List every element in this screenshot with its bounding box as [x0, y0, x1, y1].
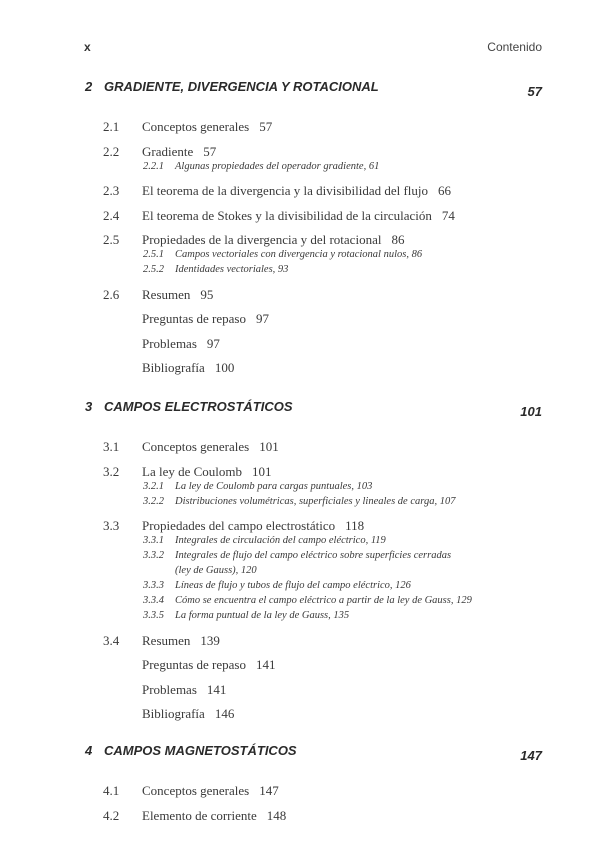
entry-page: 141 [255, 657, 276, 672]
entry-text [142, 119, 272, 134]
subsection-entry[interactable] [0, 262, 600, 277]
entry-list [0, 439, 600, 721]
subsection-text: Integrales de flujo del campo eléctrico sobre superficies cerradas [175, 550, 452, 561]
entry-text [142, 518, 364, 533]
subsection-number: 3.3.2 [143, 550, 164, 561]
subsection-text: Integrales de circulación del campo eléctrico, 119 [175, 535, 386, 546]
toc-entry[interactable] [0, 808, 600, 823]
toc-entry[interactable] [0, 311, 600, 326]
subsection-text: Distribuciones volumétricas, superficiales y lineales de carga, 107 [175, 495, 456, 507]
entry-text [142, 439, 279, 454]
subsection-entry[interactable] [0, 533, 600, 548]
chapter-section [0, 743, 600, 823]
entry-row [0, 706, 600, 721]
entry-row [0, 287, 600, 302]
toc-entry[interactable] [0, 360, 600, 375]
entry-row [0, 183, 600, 198]
entry-text [142, 464, 272, 479]
chapter-title: CAMPOS MAGNETOSTÁTICOS [104, 743, 297, 758]
entry-page: 118 [345, 518, 365, 533]
entry-text [142, 208, 455, 223]
entry-row [0, 657, 600, 672]
chapter-page: 57 [527, 84, 542, 99]
toc-entry[interactable] [0, 183, 600, 198]
entry-page: 146 [214, 706, 235, 721]
chapter-section [0, 399, 600, 721]
entry-title: El teorema de Stokes y la divisibilidad de la circulación [142, 207, 432, 223]
entry-row [0, 144, 600, 159]
subsection-text: Cómo se encuentra el campo eléctrico a partir de la ley de Gauss, 129 [175, 595, 472, 606]
subsection-text: La forma puntual de la ley de Gauss, 135 [175, 610, 350, 621]
entry-page: 57 [259, 119, 273, 134]
toc-entry[interactable] [0, 144, 600, 174]
entry-row [0, 336, 600, 351]
entry-row [0, 439, 600, 454]
entry-row [0, 464, 600, 479]
chapter-number: 2 [85, 79, 93, 94]
entry-title: Conceptos generales [142, 119, 250, 134]
entry-number: 3.3 [103, 518, 120, 533]
entry-title: Elemento de corriente [142, 807, 257, 823]
subsection-number: 2.2.1 [143, 160, 164, 172]
entry-number: 4.1 [103, 783, 120, 798]
entry-number: 2.6 [103, 286, 120, 302]
entry-title: Propiedades de la divergencia y del rotacional [142, 232, 382, 247]
toc-entry[interactable] [0, 208, 600, 223]
entry-title: El teorema de la divergencia y la divisibilidad del flujo [142, 183, 429, 198]
entry-row [0, 808, 600, 823]
toc-entry[interactable] [0, 287, 600, 302]
entry-title: Gradiente [142, 143, 194, 159]
entry-number: 2.5 [103, 232, 120, 247]
entry-title: Resumen [142, 632, 191, 648]
entry-page: 97 [255, 311, 269, 326]
entry-number: 4.2 [103, 807, 120, 823]
entry-row [0, 311, 600, 326]
entry-text [142, 144, 216, 159]
subsection-text: Identidades vectoriales, 93 [175, 264, 289, 275]
subsection-entry[interactable] [0, 593, 600, 608]
entry-title: Problemas [142, 681, 197, 697]
entry-list [0, 119, 600, 375]
entry-number: 3.2 [103, 463, 120, 479]
entry-text [142, 706, 234, 721]
entry-page: 66 [438, 183, 452, 198]
entry-number: 2.1 [103, 119, 120, 134]
entry-text [142, 633, 220, 648]
chapter-page: 147 [520, 748, 542, 763]
toc-entry[interactable] [0, 657, 600, 672]
entry-page: 100 [214, 360, 235, 375]
entry-list [0, 783, 600, 823]
entry-row [0, 360, 600, 375]
entry-text [142, 657, 275, 672]
entry-title: Problemas [142, 335, 197, 351]
entry-page: 74 [441, 207, 455, 223]
entry-row [0, 232, 600, 247]
entry-title: Conceptos generales [142, 783, 250, 798]
toc-entry[interactable] [0, 682, 600, 697]
entry-text [142, 783, 279, 798]
entry-page: 101 [252, 463, 272, 479]
toc-entry[interactable] [0, 336, 600, 351]
entry-text [142, 808, 286, 823]
entry-page: 147 [259, 783, 279, 798]
entry-number: 2.2 [103, 143, 120, 159]
chapter-number: 3 [85, 399, 93, 414]
entry-title: Resumen [142, 286, 191, 302]
chapter-title: CAMPOS ELECTROSTÁTICOS [104, 399, 293, 414]
entry-text [142, 336, 220, 351]
toc-entry[interactable] [0, 439, 600, 454]
entry-title: Conceptos generales [142, 439, 250, 454]
subsection-entry[interactable] [0, 247, 600, 262]
subsection-number: 3.3.1 [143, 535, 164, 546]
subsection-entry[interactable] [0, 608, 600, 623]
entry-page: 95 [200, 286, 214, 302]
subsection-number: 2.5.1 [143, 249, 164, 260]
subsection-text: Algunas propiedades del operador gradiente, 61 [175, 160, 380, 172]
entry-title: Bibliografía [142, 360, 205, 375]
subsection-number: 3.2.1 [143, 480, 164, 492]
chapter-title: GRADIENTE, DIVERGENCIA Y ROTACIONAL [104, 79, 379, 94]
subsection-entry[interactable] [0, 479, 600, 494]
toc-entry[interactable] [0, 783, 600, 798]
entry-title: La ley de Coulomb [142, 463, 243, 479]
subsection-text: Campos vectoriales con divergencia y rotacional nulos, 86 [175, 249, 423, 260]
subsection-number: 3.3.3 [143, 580, 164, 591]
entry-page: 101 [259, 439, 279, 454]
toc-entry[interactable] [0, 464, 600, 509]
toc-entry[interactable] [0, 706, 600, 721]
subsection-entry[interactable] [0, 578, 600, 593]
entry-page: 86 [391, 232, 405, 247]
entry-text [142, 311, 269, 326]
entry-text [142, 360, 234, 375]
chapter-section [0, 79, 600, 375]
subsection-text: Líneas de flujo y tubos de flujo del campo eléctrico, 126 [175, 580, 411, 591]
page-number: x [84, 40, 91, 54]
entry-text [142, 183, 451, 198]
entry-text [142, 232, 404, 247]
chapter-heading[interactable] [0, 743, 600, 763]
subsection-text: (ley de Gauss), 120 [175, 565, 257, 576]
entry-number: 2.4 [103, 207, 120, 223]
entry-page: 97 [206, 335, 220, 351]
subsection-number: 3.2.2 [143, 495, 164, 507]
subsection-entry[interactable] [0, 159, 600, 174]
entry-text [142, 682, 226, 697]
subsection-number: 2.5.2 [143, 264, 164, 275]
toc-entry[interactable] [0, 633, 600, 648]
chapter-heading[interactable] [0, 399, 600, 419]
subsection-entry[interactable] [0, 548, 600, 563]
entry-row [0, 518, 600, 533]
chapter-heading[interactable] [0, 79, 600, 99]
entry-row [0, 208, 600, 223]
toc-entry[interactable] [0, 518, 600, 623]
entry-row [0, 783, 600, 798]
subsection-entry[interactable] [0, 563, 600, 578]
chapter-page: 101 [520, 404, 542, 419]
entry-title: Preguntas de repaso [142, 311, 246, 326]
subsection-text: La ley de Coulomb para cargas puntuales, 103 [175, 480, 373, 492]
toc-entry[interactable] [0, 119, 600, 134]
entry-row [0, 682, 600, 697]
entry-page: 57 [203, 143, 217, 159]
entry-number: 3.4 [103, 632, 120, 648]
entry-number: 2.3 [103, 183, 120, 198]
entry-row [0, 119, 600, 134]
entry-page: 139 [200, 632, 220, 648]
entry-page: 148 [266, 807, 287, 823]
entry-text [142, 287, 213, 302]
subsection-entry[interactable] [0, 494, 600, 509]
subsection-number: 3.3.5 [143, 610, 164, 621]
entry-row [0, 633, 600, 648]
chapter-number: 4 [85, 743, 93, 758]
subsection-number: 3.3.4 [143, 595, 164, 606]
entry-page: 141 [206, 681, 227, 697]
entry-title: Bibliografía [142, 706, 205, 721]
entry-title: Preguntas de repaso [142, 657, 246, 672]
entry-title: Propiedades del campo electrostático [142, 518, 336, 533]
entry-number: 3.1 [103, 439, 120, 454]
running-header: Contenido [487, 40, 542, 54]
toc-entry[interactable] [0, 232, 600, 277]
